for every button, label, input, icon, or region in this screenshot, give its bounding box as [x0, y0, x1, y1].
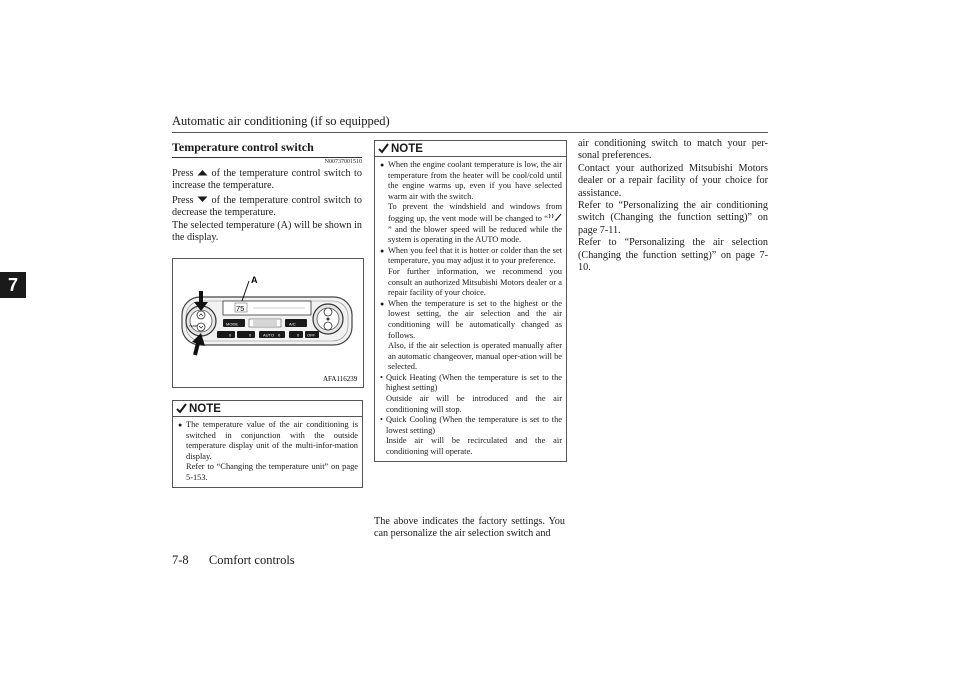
bullet-icon: ● — [380, 161, 385, 169]
note-check-icon — [378, 143, 389, 154]
bullet-icon: ● — [380, 299, 385, 308]
zero-label-2: 0 — [249, 332, 252, 338]
header-rule — [172, 132, 768, 133]
defrost-vent-icon — [548, 213, 562, 221]
zero-label-3: 0 — [278, 332, 281, 338]
note-box-2 — [374, 140, 567, 462]
note-box-1 — [172, 400, 363, 488]
mode-button-label: MODE — [226, 321, 238, 327]
chapter-tab: 7 — [0, 272, 26, 298]
callout-a: A — [251, 275, 258, 285]
note-body: ● The temperature value of the air conditioning is switched in conjunction with the outside temperature display unit of the multi-infor-mation display. Refer to “Changing the temperature unit” on page 5-153. — [173, 416, 362, 487]
footer-section: Comfort controls — [208, 553, 295, 567]
running-header: Automatic air conditioning (if so equipped) — [172, 114, 390, 128]
ac-button-label: A/C — [289, 321, 296, 327]
zero-label-4: 0 — [297, 332, 300, 338]
note-check-icon — [176, 403, 187, 414]
figure-id: AFA116239 — [323, 375, 358, 383]
auto-button-label: AUTO — [263, 332, 275, 338]
off-button-label: OFF — [307, 332, 315, 338]
section-title: Temperature control switch — [172, 140, 362, 158]
display-description: The selected temperature (A) will be shown in the display. — [172, 219, 362, 244]
note-heading: NOTE — [173, 401, 362, 416]
decrease-instruction: Press of the temperature control switch to decrease the temperature. — [172, 194, 362, 219]
bullet-icon: ● — [380, 246, 385, 255]
section-code: N00737001510 — [324, 159, 362, 165]
display-temperature: 75 — [236, 304, 245, 313]
down-arrow-icon — [197, 196, 208, 203]
up-arrow-icon — [197, 169, 208, 176]
note-body: ● When the engine coolant temperature is low, the air temperature from the heater will be cool/cold until the engine warms up, even if you have selected warm air with the switch. To prevent the windshield and windows from fogging up, the vent mode will be changed to “” and the blower speed will be reduced while the system is operating in the AUTO mode. ● When you feel that it is hotter or colder than the set temperature, you may adjust it to your preference. For further information, we recommend you consult an authorized Mitsubishi Motors dealer or a repair facility of your choice. ● When the temperature is set to the highest or the lowest setting, the air selection and the air conditioning will be automatically changed as follows. Also, if the air selection is operated manually after an automatic changeover, manual oper-ation will be selected. • Quick Heating (When the temperature is set to the highest setting) Outside air will be introduced and the air conditioning will stop. • Quick Cooling (When the temperature is set to the lowest setting) Inside air will be recirculated and the air conditioning will operate. — [375, 156, 566, 461]
middle-column-text: The above indicates the factory settings. You can personalize the air selection switch and — [374, 516, 565, 540]
page-footer — [172, 553, 295, 568]
climate-panel-illustration — [173, 259, 363, 387]
bullet-icon: ● — [178, 421, 183, 429]
zero-label-1: 0 — [229, 332, 232, 338]
increase-instruction: Press of the temperature control switch to increase the temperature. — [172, 168, 362, 192]
note-heading: NOTE — [375, 141, 566, 156]
left-column-text — [172, 168, 362, 244]
temp-label: TEMP — [189, 324, 198, 328]
control-panel-figure — [172, 258, 364, 388]
page-number: 7-8 — [172, 553, 189, 567]
right-column-text: air conditioning switch to match your per-sonal preferences. Contact your authorized Mitsubishi Motors dealer or a repair facility of your choice for assistance. Refer to “Personalizing the air conditioning switch (Changing the function setting)” on page 7-11. Refer to “Personalizing the air selection (Changing the function setting)” on page 7-10. — [578, 138, 768, 274]
